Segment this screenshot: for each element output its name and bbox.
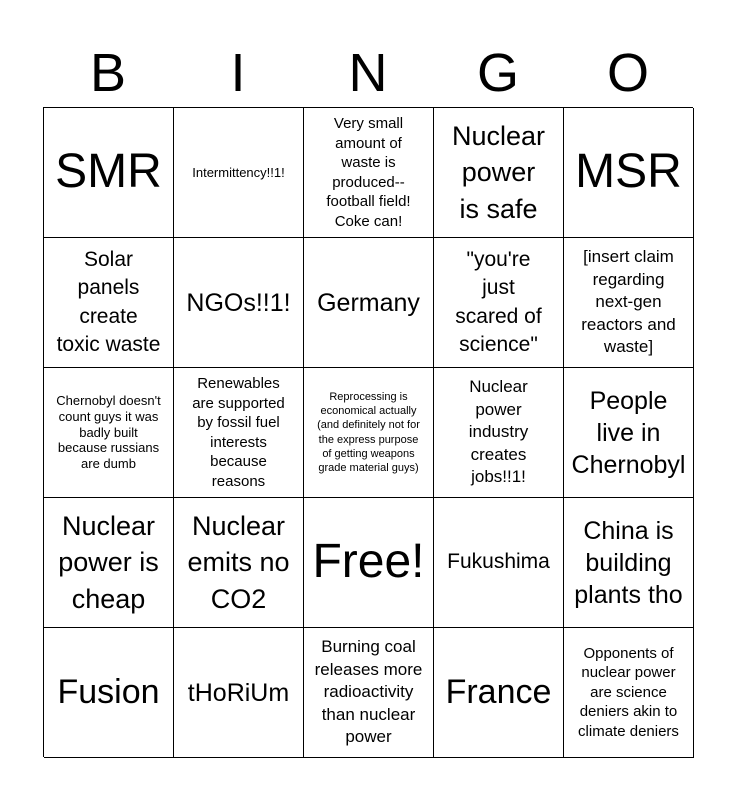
bingo-cell-o5[interactable] xyxy=(564,628,694,758)
cell-text: Nuclear power is safe xyxy=(451,121,546,224)
cell-text: SMR xyxy=(55,145,162,199)
bingo-cell-n2[interactable] xyxy=(304,238,434,368)
cell-text: China is building plants tho xyxy=(574,516,683,609)
bingo-cell-g5[interactable] xyxy=(434,628,564,758)
bingo-cell-b4[interactable] xyxy=(44,498,174,628)
bingo-cell-o4[interactable] xyxy=(564,498,694,628)
cell-text: Opponents of nuclear power are science deniers akin to climate deniers xyxy=(578,644,679,740)
header-letter-b: B xyxy=(89,43,127,103)
cell-text: NGOs!!1! xyxy=(186,288,291,317)
header-letter-o: O xyxy=(606,43,649,103)
bingo-cell-b1[interactable] xyxy=(44,108,174,238)
cell-text: Germany xyxy=(317,288,420,317)
bingo-cell-i1[interactable] xyxy=(174,108,304,238)
bingo-cell-b3[interactable] xyxy=(44,368,174,498)
bingo-cell-o3[interactable] xyxy=(564,368,694,498)
cell-text: Very small amount of waste is produced-- football field! Coke can! xyxy=(326,115,411,230)
bingo-cell-i4[interactable] xyxy=(174,498,304,628)
cell-text: France xyxy=(445,672,552,711)
bingo-header xyxy=(43,42,693,104)
bingo-cell-n5[interactable] xyxy=(304,628,434,758)
bingo-cell-i2[interactable] xyxy=(174,238,304,368)
bingo-cell-n1[interactable] xyxy=(304,108,434,238)
bingo-cell-g4[interactable] xyxy=(434,498,564,628)
bingo-cell-n4-free[interactable] xyxy=(304,498,434,628)
bingo-cell-b2[interactable] xyxy=(44,238,174,368)
bingo-card xyxy=(43,107,693,757)
cell-text: Burning coal releases more radioactivity than nuclear power xyxy=(314,637,423,747)
bingo-cell-g2[interactable] xyxy=(434,238,564,368)
cell-text: Intermittency!!1! xyxy=(192,164,285,180)
bingo-cell-o1[interactable] xyxy=(564,108,694,238)
bingo-cell-g3[interactable] xyxy=(434,368,564,498)
header-letter-i: I xyxy=(230,43,246,103)
cell-text: Fusion xyxy=(57,672,160,711)
bingo-cell-n3[interactable] xyxy=(304,368,434,498)
bingo-cell-g1[interactable] xyxy=(434,108,564,238)
cell-text: Free! xyxy=(312,535,425,589)
cell-text: Nuclear emits no CO2 xyxy=(187,511,290,614)
cell-text: [insert claim regarding next-gen reactors and waste] xyxy=(581,247,676,357)
bingo-cell-i5[interactable] xyxy=(174,628,304,758)
bingo-cell-b5[interactable] xyxy=(44,628,174,758)
cell-text: Solar panels create toxic waste xyxy=(56,248,161,356)
cell-text: Renewables are supported by fossil fuel interests because reasons xyxy=(192,375,285,490)
cell-text: People live in Chernobyl xyxy=(571,386,686,479)
cell-text: "you're just scared of science" xyxy=(455,248,542,356)
cell-text: tHoRiUm xyxy=(187,678,290,707)
cell-text: MSR xyxy=(575,145,682,199)
cell-text: Fukushima xyxy=(447,550,550,574)
cell-text: Chernobyl doesn't count guys it was badly built because russians are dumb xyxy=(56,392,161,472)
header-letter-g: G xyxy=(476,43,519,103)
cell-text: Nuclear power is cheap xyxy=(58,511,159,614)
header-letter-n: N xyxy=(348,43,388,103)
cell-text: Reprocessing is economical actually (and definitely not for the express purpose of getting weapons grade material guys) xyxy=(317,390,420,475)
bingo-cell-o2[interactable] xyxy=(564,238,694,368)
cell-text: Nuclear power industry creates jobs!!1! xyxy=(468,377,529,487)
bingo-cell-i3[interactable] xyxy=(174,368,304,498)
